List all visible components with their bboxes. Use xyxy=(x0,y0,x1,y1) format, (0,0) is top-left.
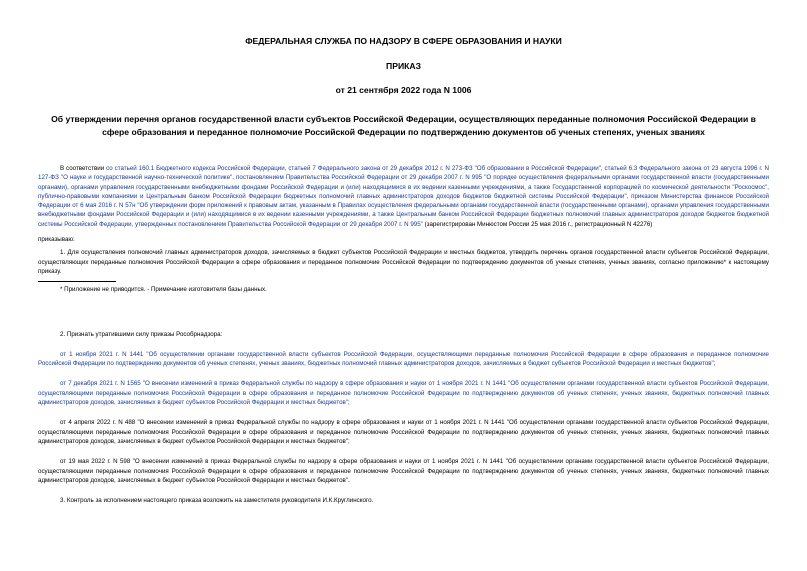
agency-name: ФЕДЕРАЛЬНАЯ СЛУЖБА ПО НАДЗОРУ В СФЕРЕ ОБРАЗОВАНИЯ И НАУКИ xyxy=(245,36,562,46)
preamble-paragraph xyxy=(38,164,769,229)
legal-basis-link[interactable]: со статьей 160.1 Бюджетного кодекса Российской Федерации, статьей 7 Федерального закона от 29 декабря 2012 г. N 273-ФЗ "Об образовании в Российской Федерации", статьей 6.3 Федерального закона от 23 августа 1996 г. N 127-ФЗ "О науке и государственной научно-технической политике", постановлением Правительства Российской Федерации от 29 декабря 2007 г. N 995 "О порядке осуществления федеральными органами государственной власти (государственными органами), органами управления государственными внебюджетными фондами Российской Федерации и (или) находящимися в их ведении казенными учреждениями, а также Государственной корпорацией по космической деятельности "Роскосмос", публично-правовыми компаниями и Центральным банком Российской Федерации бюджетных полномочий главных администраторов доходов бюджетов бюджетной системы Российской Федерации", приказом Министерства финансов Российской Федерации от 6 мая 2016 г. N 57н "Об утверждении форм приложений к правовым актам, указанным в Правилах осуществления федеральными органами государственной власти (государственными органами), органами управления государственными внебюджетными фондами Российской Федерации и (или) находящимися в их ведении казенными учреждениями, а также Центральным банком Российской Федерации бюджетных полномочий главных администраторов доходов бюджетов бюджетной системы Российской Федерации, утвержденных постановлением Правительства Российской Федерации от 29 декабря 2007 г. N 995" xyxy=(38,165,769,228)
revoked-order-1 xyxy=(38,350,769,369)
footnote: * Приложение не приводится. - Примечание изготовителя базы данных. xyxy=(60,286,267,294)
order-word: приказываю: xyxy=(38,236,75,244)
revoked-order-1-link[interactable]: от 1 ноября 2021 г. N 1441 "Об осуществлении органами государственной власти субъектов Российской Федерации, осуществляющими переданные полномочия Российской Федерации в сфере образования и переданное полномочие Российской Федерации по подтверждению документов об ученых степенях, ученых званиях, бюджетных полномочий главных администраторов доходов, зачисляемых в бюджет субъектов Российской Федерации и местных бюджетов" xyxy=(38,350,769,368)
revoked-order-1-tail: ; xyxy=(713,360,716,368)
preamble-tail: (зарегистрирован Минюстом России 25 мая 2016 г., регистрационный N 42276) xyxy=(422,220,653,228)
document-body xyxy=(38,164,769,505)
footnote-divider xyxy=(38,281,116,282)
item-1-paragraph: 1. Для осуществления полномочий главных администраторов доходов, зачисляемых в бюджет субъектов Российской Федерации и местных бюджетов, утвердить перечень органов государственной власти субъектов Российской Федерации, осуществляющих переданные полномочия Российской Федерации в сфере образования и переданное полномочие Российской Федерации по подтверждению документов об ученых степенях, ученых званиях, согласно приложению* к настоящему приказу. xyxy=(38,249,769,275)
revoked-order-3: от 4 апреля 2022 г. N 488 "О внесении изменений в приказ Федеральной службы по надзору в сфере образования и науки от 1 ноября 2021 г. N 1441 "Об осуществлении органами государственной власти субъектов Российской Федерации, осуществляющими переданные полномочия Российской Федерации в сфере образования и переданное полномочие Российской Федерации по подтверждению документов об ученых степенях, ученых званиях, бюджетных полномочий главных администраторов доходов, зачисляемых в бюджет субъектов Российской Федерации и местных бюджетов"; xyxy=(38,419,769,445)
revoked-order-2 xyxy=(38,379,769,407)
revoked-order-2-tail: ; xyxy=(348,399,350,407)
preamble-lead: В соответствии xyxy=(60,165,107,172)
revoked-order-4: от 19 мая 2022 г. N 598 "О внесении изменений в приказ Федеральной службы по надзору в сфере образования и науки от 1 ноября 2021 г. N 1441 "Об осуществлении органами государственной власти субъектов Российской Федерации, осуществляющими переданные полномочия Российской Федерации в сфере образования и переданное полномочие Российской Федерации по подтверждению документов об ученых степенях, ученых званиях, бюджетных полномочий главных администраторов доходов, зачисляемых в бюджет субъектов Российской Федерации и местных бюджетов". xyxy=(38,458,769,484)
item-3-paragraph: 3. Контроль за исполнением настоящего приказа возложить на заместителя руководителя И.К.Круглинского. xyxy=(60,497,374,505)
document-date-number: от 21 сентября 2022 года N 1006 xyxy=(335,85,472,95)
item-2-paragraph: 2. Признать утратившими силу приказы Рособрнадзора: xyxy=(60,330,223,338)
document-type: ПРИКАЗ xyxy=(386,61,421,71)
document-title: Об утверждении перечня органов государственной власти субъектов Российской Федерации, осуществляющих переданные полномочия Российской Федерации в сфере образования и переданное полномочие Российской Федерации по подтверждению документов об ученых степенях, ученых званиях xyxy=(51,114,756,137)
revoked-order-2-link[interactable]: от 7 декабря 2021 г. N 1565 "О внесении изменений в приказ Федеральной службы по надзору в сфере образования и науки от 1 ноября 2021 г. N 1441 "Об осуществлении органами государственной власти субъектов Российской Федерации, осуществляющими переданные полномочия Российской Федерации в сфере образования и переданное полномочие Российской Федерации по подтверждению документов об ученых степенях, ученых званиях, бюджетных полномочий главных администраторов доходов, зачисляемых в бюджет субъектов Российской Федерации и местных бюджетов" xyxy=(38,380,769,407)
